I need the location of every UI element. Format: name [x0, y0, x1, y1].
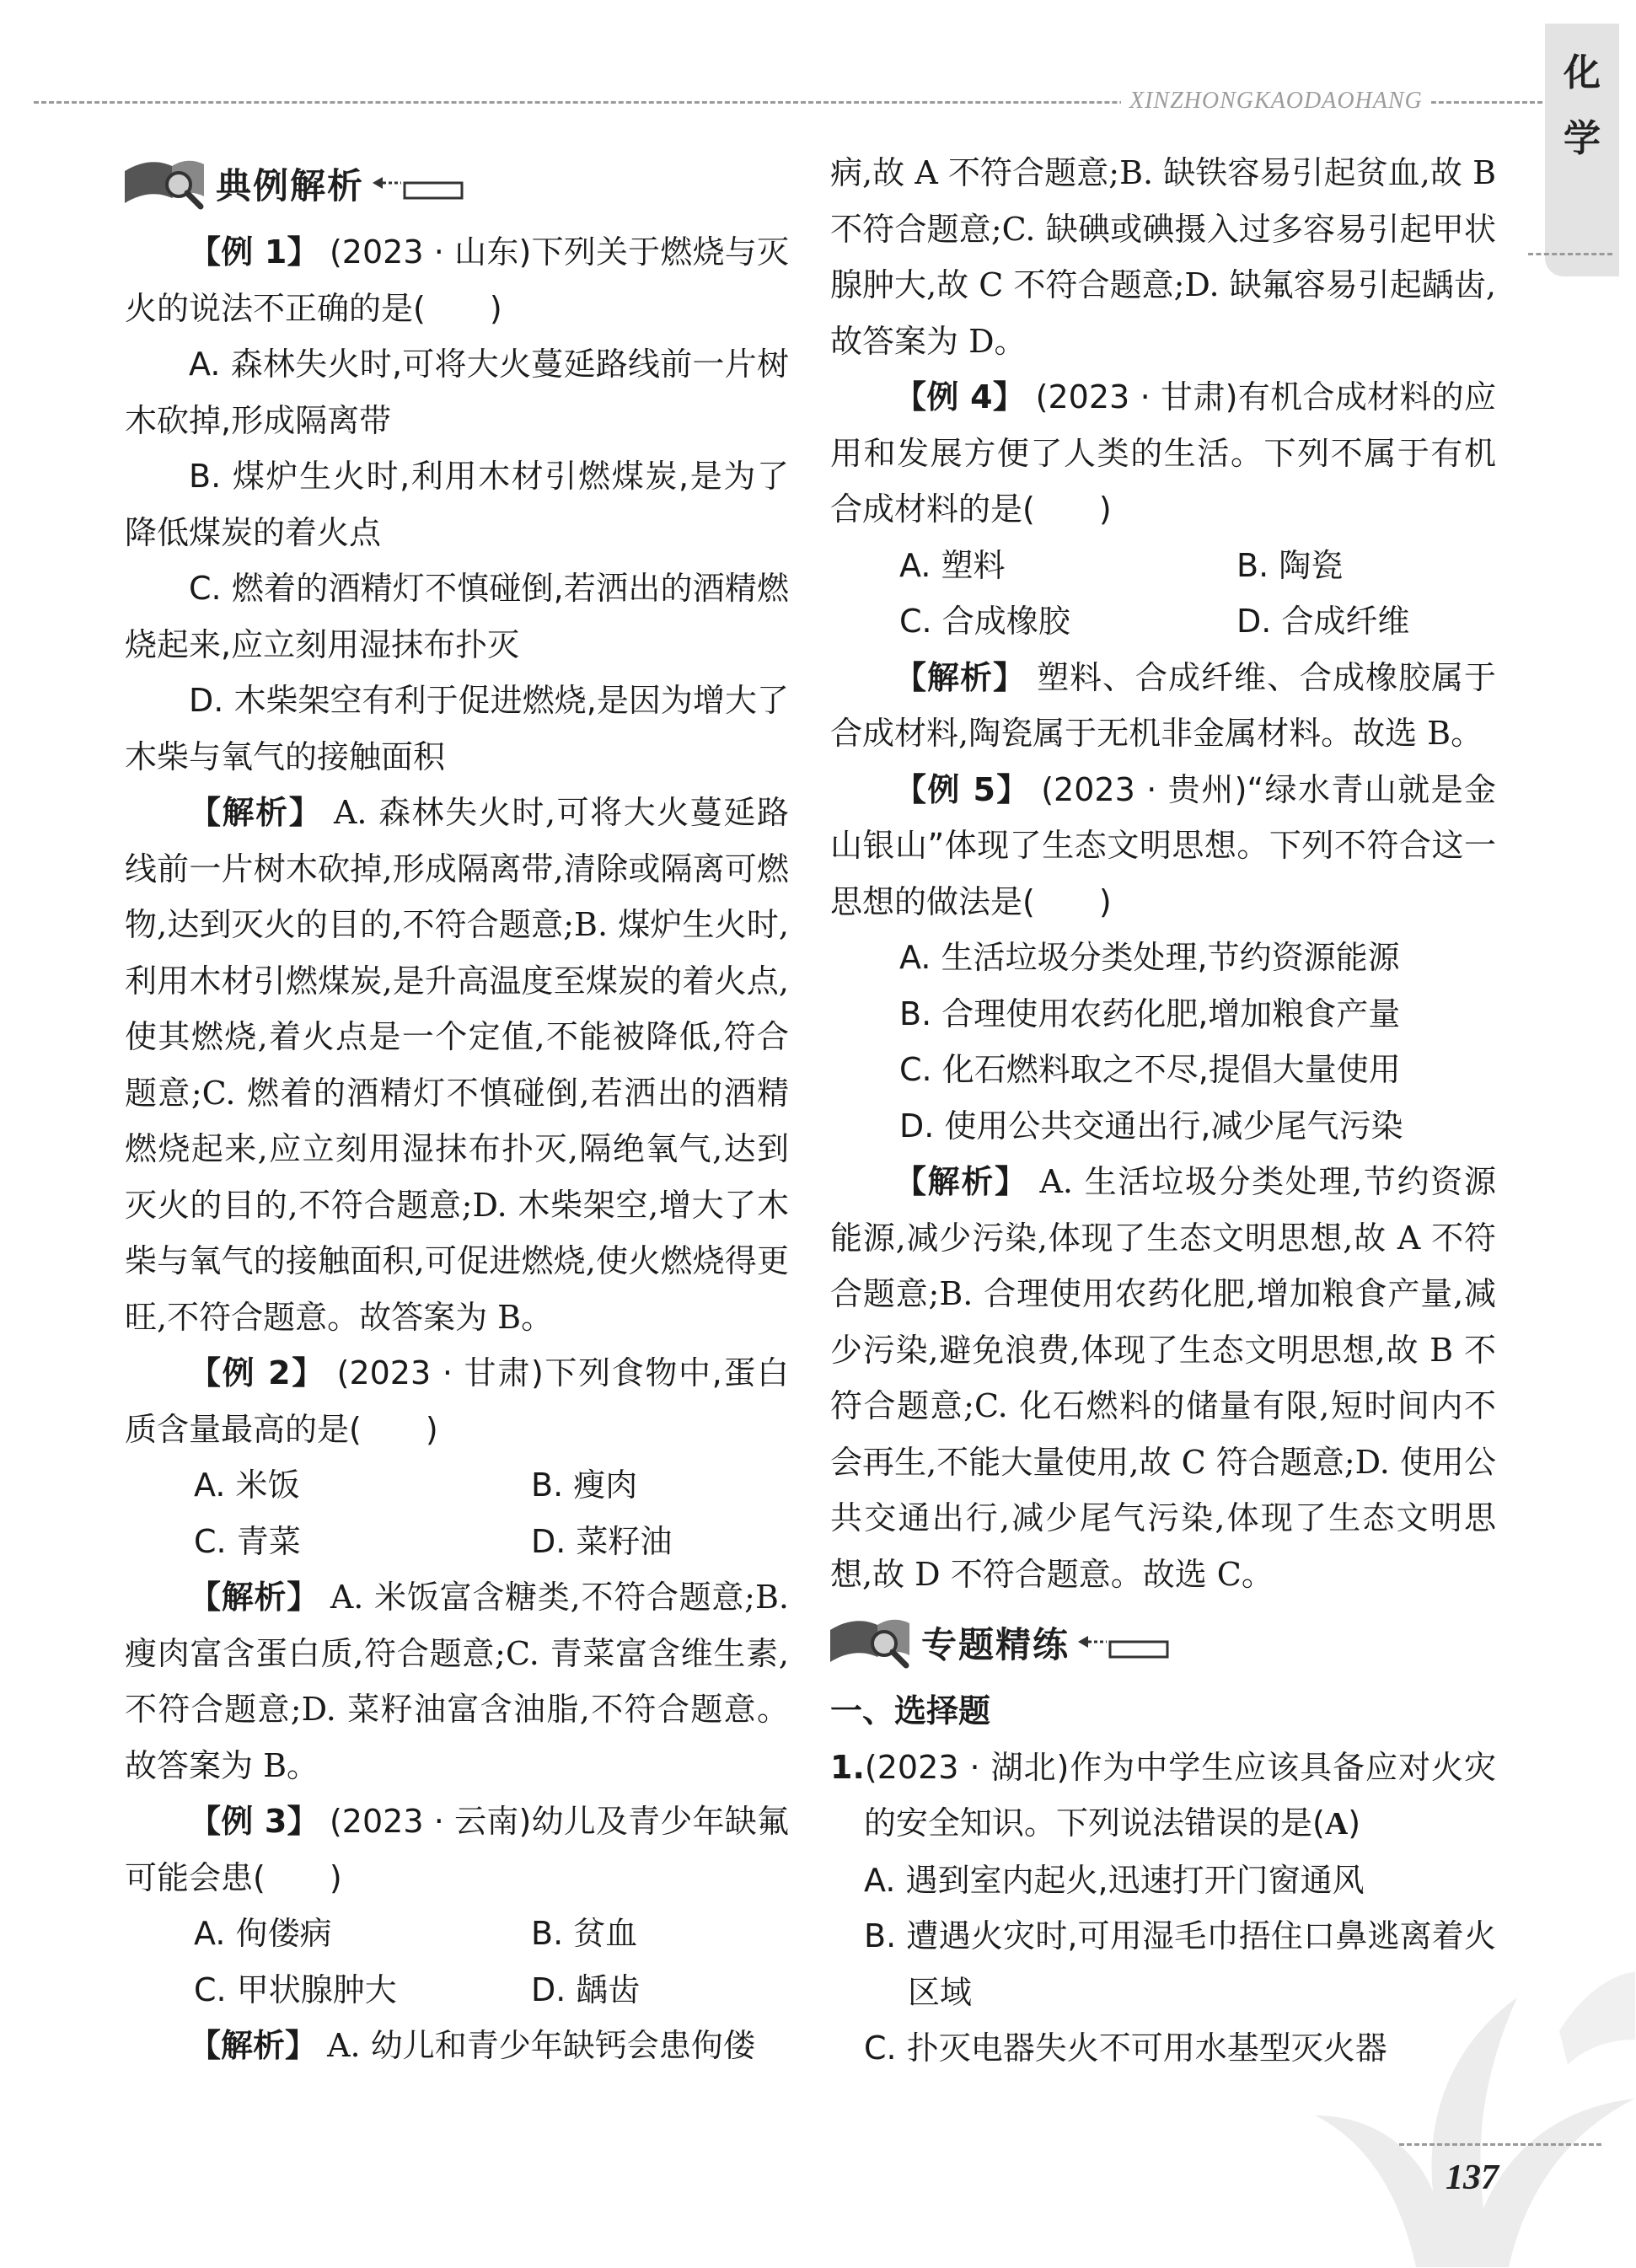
example-2-option-d: D. 菜籽油	[531, 1522, 673, 1560]
section-title-examples	[125, 143, 789, 224]
practice-1-option-b: B. 遭遇火灾时,可用湿毛巾捂住口鼻逃离着火区域	[864, 1917, 1496, 2011]
practice-1-answer: A	[1324, 1806, 1349, 1842]
tab-dashed-rule	[1528, 253, 1612, 255]
section-title-practice	[830, 1602, 1496, 1683]
example-3-option-a: A. 佝偻病	[194, 1915, 332, 1952]
example-1-option-d: D. 木柴架空有利于促进燃烧,是因为增大了木柴与氧气的接触面积	[125, 682, 789, 775]
example-1-stem: 【例 1】 (2023 · 山东)下列关于燃烧与灭火的说法不正确的是( )	[125, 233, 789, 327]
analysis-label: 【解析】	[894, 658, 1026, 696]
analysis-label: 【解析】	[894, 1163, 1028, 1200]
example-5-tag: 【例 5】	[894, 770, 1030, 808]
example-1-option-a: A. 森林失火时,可将大火蔓延路线前一片树木砍掉,形成隔离带	[125, 346, 789, 439]
example-5-analysis: 【解析】 A. 生活垃圾分类处理,节约资源能源,减少污染,体现了生态文明思想,故 A 不符合题意;B. 合理使用农药化肥,增加粮食产量,减少污染,避免浪费,体现了生态文明思想,故 B 不符合题意;C. 化石燃料的储量有限,短时间内不会再生,不能大量使用,故 C 符合题意;D. 使用公共交通出行,减少尾气污染,体现了生态文明思想,故 D 不符合题意。故选 C。	[830, 1163, 1496, 1593]
example-5-option-d: D. 使用公共交通出行,减少尾气污染	[899, 1107, 1403, 1145]
header-code: XINZHONGKAODAOHANG	[1121, 88, 1431, 115]
example-3-options	[125, 1906, 789, 2018]
example-4-option-b: B. 陶瓷	[1236, 546, 1344, 584]
example-4-tag: 【例 4】	[894, 378, 1026, 416]
book-magnifier-icon	[825, 1613, 918, 1672]
subject-tab-label: 化学	[1564, 51, 1601, 160]
example-5-option-c: C. 化石燃料取之不尽,提倡大量使用	[899, 1051, 1401, 1088]
example-4-stem: 【例 4】 (2023 · 甘肃)有机合成材料的应用和发展方便了人类的生活。下列不属于有机合成材料的是( )	[830, 378, 1496, 528]
example-3-analysis-continued: 病,故 A 不符合题意;B. 缺铁容易引起贫血,故 B 不符合题意;C. 缺碘或碘摄入过多容易引起甲状腺肿大,故 C 不符合题意;D. 缺氟容易引起龋齿,故答案为 D。	[830, 154, 1496, 360]
practice-1-option-a: A. 遇到室内起火,迅速打开门窗通风	[864, 1861, 1365, 1899]
example-3-stem: 【例 3】 (2023 · 云南)幼儿及青少年缺氟可能会患( )	[125, 1803, 789, 1896]
arrow-bracket-icon	[371, 164, 464, 203]
example-4-option-c: C. 合成橡胶	[899, 603, 1070, 640]
page-number: 137	[1446, 2158, 1499, 2197]
example-2-options	[125, 1457, 789, 1569]
example-3-analysis-start: 【解析】 A. 幼儿和青少年缺钙会患佝偻	[189, 2027, 755, 2064]
example-2-option-b: B. 瘦肉	[531, 1466, 638, 1504]
example-1-tag: 【例 1】	[189, 233, 319, 271]
example-2-analysis: 【解析】 A. 米饭富含糖类,不符合题意;B. 瘦肉富含蛋白质,符合题意;C. 青菜富含维生素,不符合题意;D. 菜籽油富含油脂,不符合题意。故答案为 B。	[125, 1579, 789, 1784]
analysis-label: 【解析】	[189, 1579, 319, 1616]
analysis-label: 【解析】	[189, 2027, 318, 2064]
example-2-stem: 【例 2】 (2023 · 甘肃)下列食物中,蛋白质含量最高的是( )	[125, 1354, 789, 1448]
example-2-option-c: C. 青菜	[194, 1522, 301, 1560]
footer-dashed-rule	[1399, 2143, 1601, 2146]
example-3-option-d: D. 龋齿	[531, 1970, 641, 2008]
section-title-label: 典例解析	[216, 165, 365, 206]
arrow-bracket-icon	[1076, 1623, 1169, 1662]
section-title-label: 专题精练	[921, 1624, 1070, 1665]
example-4-option-a: A. 塑料	[899, 546, 1006, 584]
example-4-options	[830, 538, 1496, 650]
example-3-option-b: B. 贫血	[531, 1915, 638, 1952]
example-5-stem: 【例 5】 (2023 · 贵州)“绿水青山就是金山银山”体现了生态文明思想。下列不符合这一思想的做法是( )	[830, 770, 1496, 920]
practice-1-option-c: C. 扑灭电器失火不可用水基型灭火器	[864, 2029, 1387, 2067]
left-column	[125, 143, 789, 2074]
example-3-tag: 【例 3】	[189, 1803, 319, 1840]
example-1-analysis: 【解析】 A. 森林失火时,可将大火蔓延路线前一片树木砍掉,形成隔离带,清除或隔离可燃物,达到灭火的目的,不符合题意;B. 煤炉生火时,利用木材引燃煤炭,是升高温度至煤炭的着火点,使其燃烧,着火点是一个定值,不能被降低,符合题意;C. 燃着的酒精灯不慎碰倒,若洒出的酒精燃烧起来,应立刻用湿抹布扑灭,隔绝氧气,达到灭火的目的,不符合题意;D. 木柴架空,增大了木柴与氧气的接触面积,可促进燃烧,使火燃烧得更旺,不符合题意。故答案为 B。	[125, 794, 789, 1336]
choice-heading: 一、选择题	[830, 1692, 991, 1729]
example-2-option-a: A. 米饭	[194, 1466, 300, 1504]
example-1-option-b: B. 煤炉生火时,利用木材引燃煤炭,是为了降低煤炭的着火点	[125, 458, 789, 551]
example-1-option-c: C. 燃着的酒精灯不慎碰倒,若洒出的酒精燃烧起来,应立刻用湿抹布扑灭	[125, 570, 789, 663]
right-column	[830, 145, 1496, 2077]
book-magnifier-icon	[120, 154, 212, 213]
example-4-option-d: D. 合成纤维	[1236, 603, 1410, 640]
practice-1-stem: 1.(2023 · 湖北)作为中学生应该具备应对火灾的安全知识。下列说法错误的是(A)	[830, 1748, 1496, 1842]
practice-1-number: 1.	[830, 1748, 865, 1786]
example-4-analysis: 【解析】 塑料、合成纤维、合成橡胶属于合成材料,陶瓷属于无机非金属材料。故选 B。	[830, 658, 1496, 752]
analysis-label: 【解析】	[189, 794, 323, 831]
example-2-tag: 【例 2】	[189, 1354, 325, 1391]
subject-tab	[1545, 24, 1619, 276]
example-5-option-a: A. 生活垃圾分类处理,节约资源能源	[899, 939, 1400, 976]
example-5-option-b: B. 合理使用农药化肥,增加粮食产量	[899, 995, 1401, 1032]
example-3-option-c: C. 甲状腺肿大	[194, 1970, 397, 2008]
